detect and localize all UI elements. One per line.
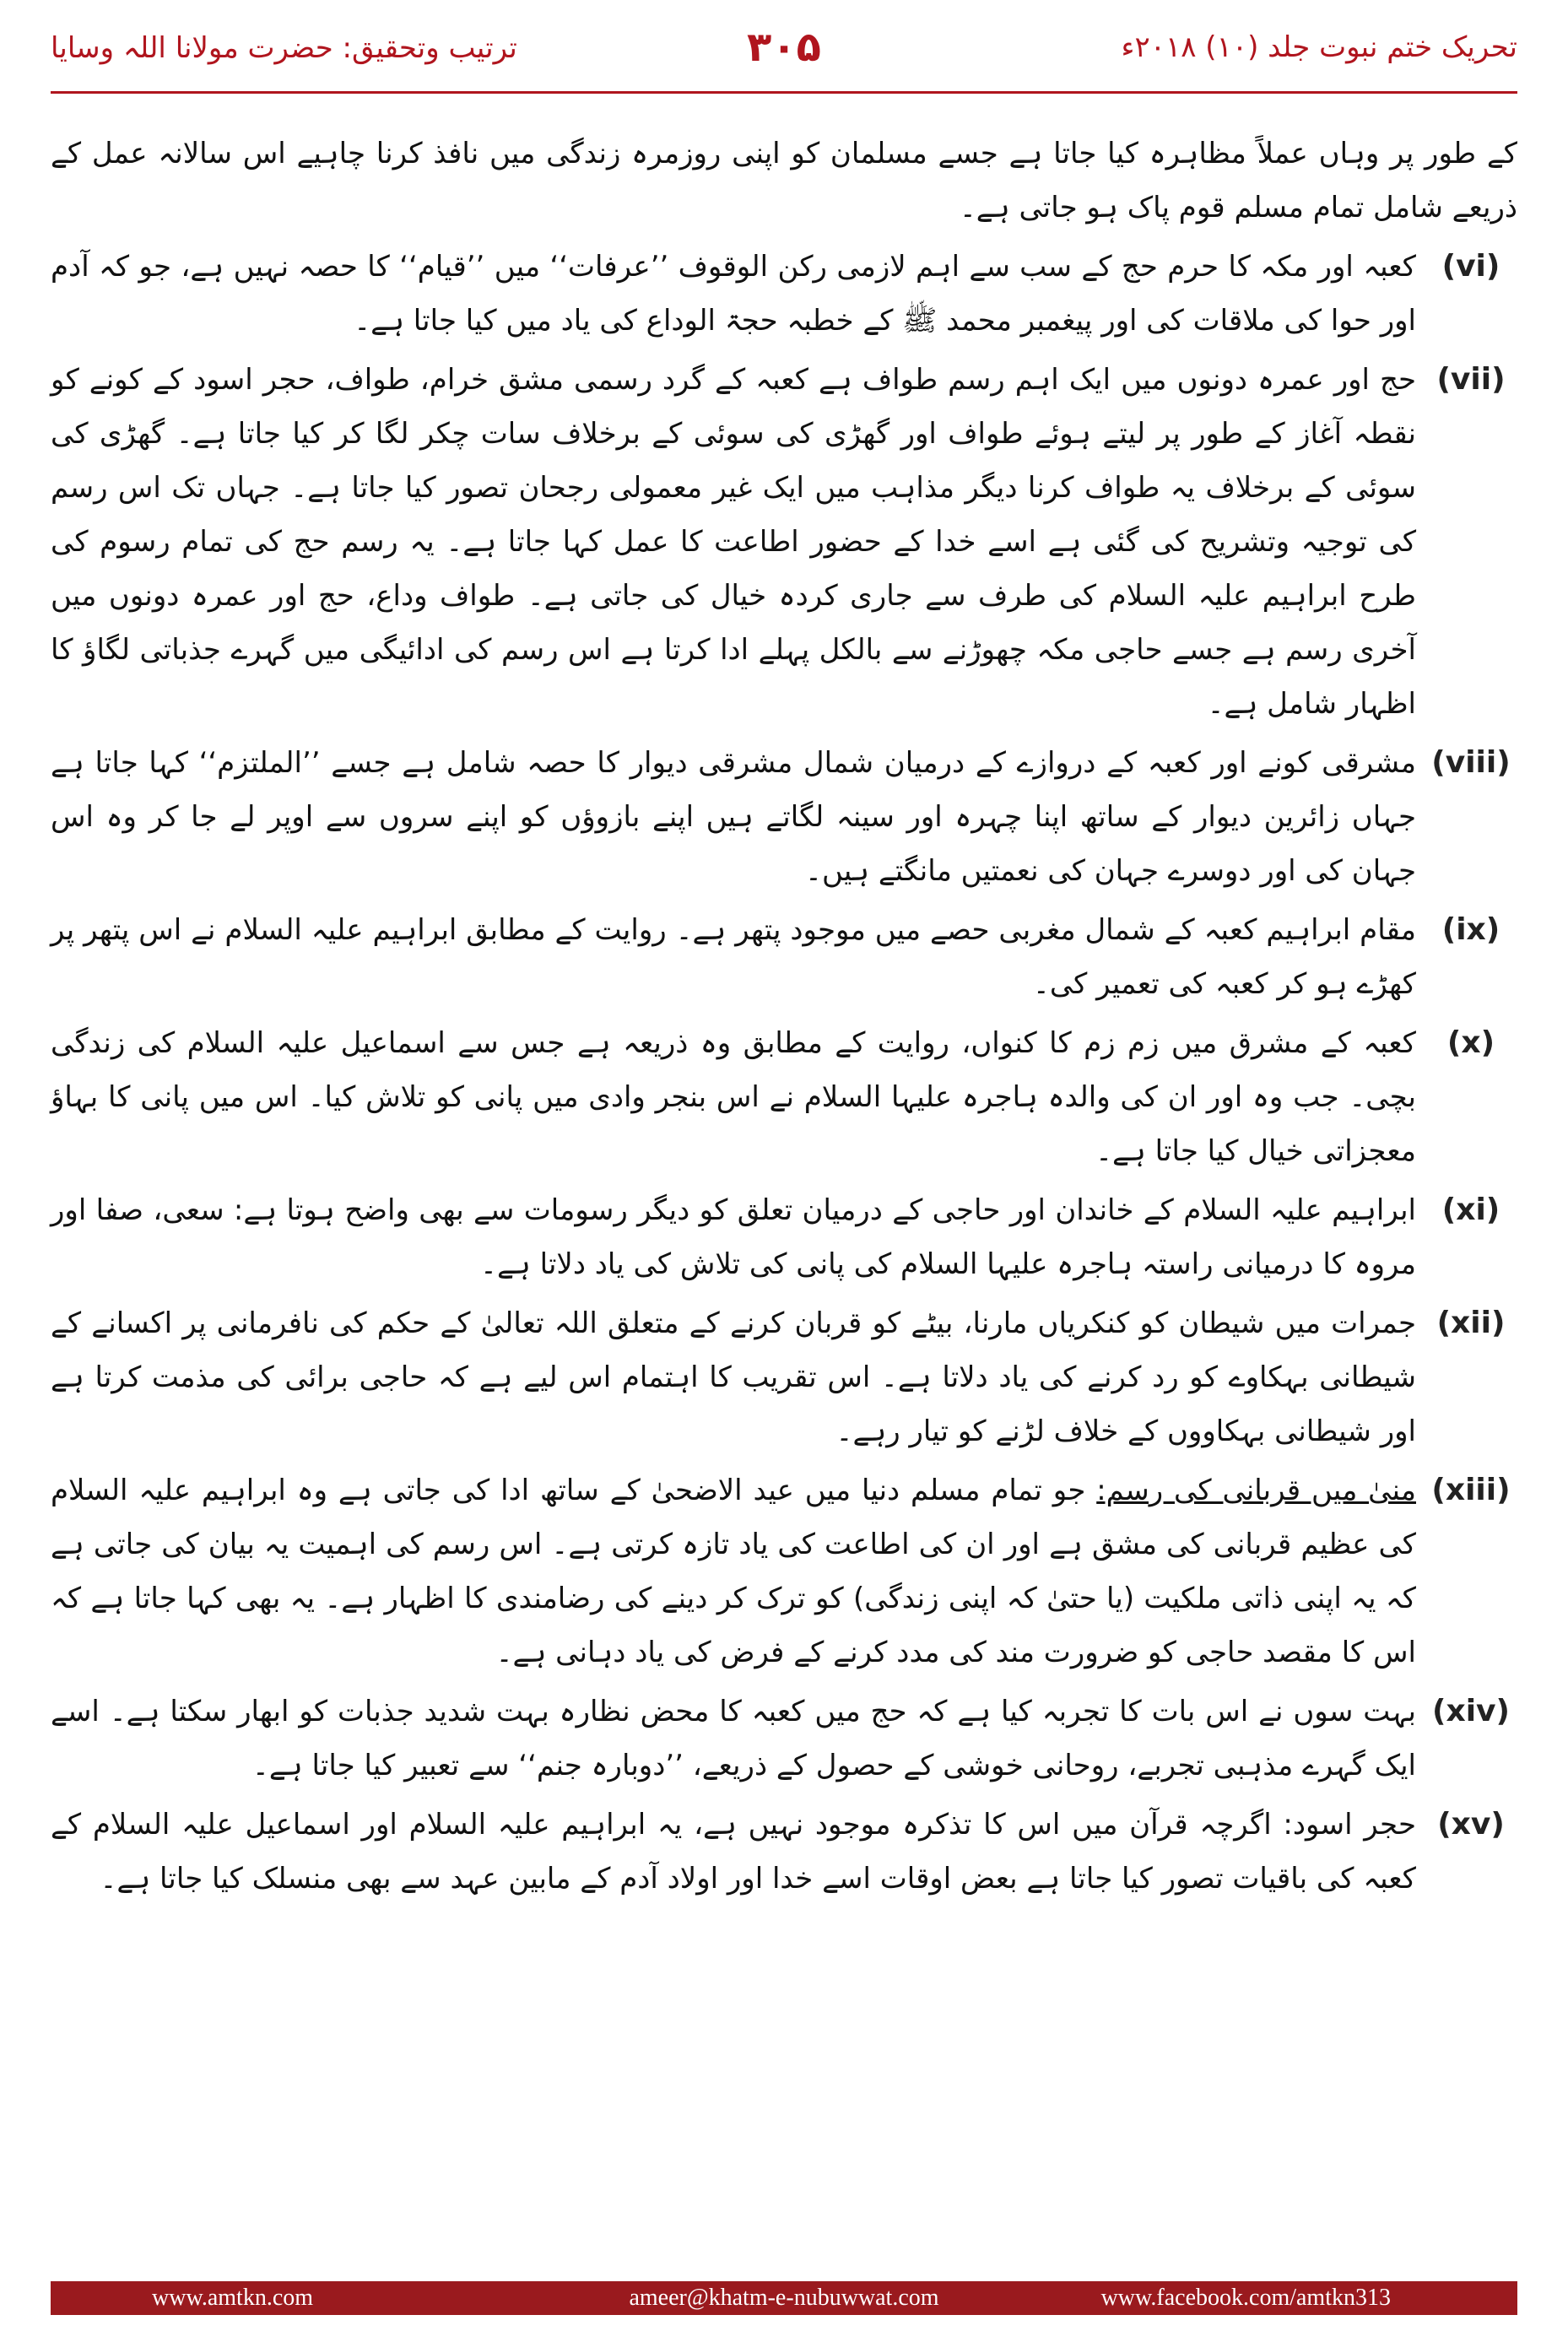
item-text xyxy=(51,1183,1416,1291)
item-number: (xiv) xyxy=(1432,1694,1510,1728)
header-divider xyxy=(51,91,1517,94)
intro-paragraph: کے طور پر وہاں عملاً مظاہرہ کیا جاتا ہے جسے مسلمان کو اپنی روزمرہ زندگی میں نافذ کرنا چاہیے اس سالانہ عمل کے ذریعے شامل تمام مسلم قوم پاک ہو جاتی ہے۔ xyxy=(51,137,1517,224)
item-number: (xv) xyxy=(1437,1807,1505,1842)
item-body: حج اور عمرہ دونوں میں ایک اہم رسم طواف ہے کعبہ کے گرد رسمی مشق خرام، طواف، حجر اسود کے کونے کو نقطہ آغاز کے طور پر لیتے ہوئے طواف اور گھڑی کی سوئی کے برخلاف سات چکر لگا کر کیا جاتا ہے۔ گھڑی کی سوئی کے برخلاف یہ طواف کرنا دیگر مذاہب میں ایک غیر معمولی رجحان تصور کیا جاتا ہے۔ جہاں تک اس رسم کی توجیہ وتشریح کی گئی ہے اسے خدا کے حضور اطاعت کا عمل کہا جاتا ہے۔ یہ رسم حج کی تمام رسوم کی طرح ابراہیم علیہ السلام کی طرف سے جاری کردہ خیال کی جاتی ہے۔ طواف وداع، حج اور عمرہ دونوں میں آخری رسم ہے جسے حاجی مکہ چھوڑنے سے بالکل پہلے ادا کرتا ہے اس رسم کی ادائیگی میں گہرے جذباتی لگاؤ کا اظہار شامل ہے۔ xyxy=(51,363,1416,721)
item-body: جو تمام مسلم دنیا میں عید الاضحیٰ کے ساتھ ادا کی جاتی ہے وہ ابراہیم علیہ السلام کی عظیم قربانی کی مشق ہے اور ان کی اطاعت کی یاد تازہ کرتی ہے۔ اس رسم کی اہمیت یہ بیان کی جاتی ہے کہ یہ اپنی ذاتی ملکیت (یا حتیٰ کہ اپنی زندگی) کو ترک کر دینے کی رضامندی کا اظہار ہے۔ یہ بھی کہا جاتا ہے کہ اس کا مقصد حاجی کو ضرورت مند کی مدد کرنے کے فرض کی یاد دہانی ہے۔ xyxy=(51,1474,1416,1669)
item-number: (x) xyxy=(1446,1025,1495,1060)
compiler-credit: ترتیب وتحقیق: حضرت مولانا اللہ وسایا xyxy=(51,31,517,65)
item-body: بہت سوں نے اس بات کا تجربہ کیا ہے کہ حج میں کعبہ کا محض نظارہ بہت شدید جذبات کو ابھار سکتا ہے۔ اسے ایک گہرے مذہبی تجربے، روحانی خوشی کے حصول کے ذریعے، ’’دوبارہ جنم‘‘ سے تعبیر کیا جاتا ہے۔ xyxy=(51,1695,1416,1782)
item-text xyxy=(51,1296,1416,1458)
item-body: کعبہ اور مکہ کا حرم حج کے سب سے اہم لازمی رکن الوقوف ’’عرفات‘‘ میں ’’قیام‘‘ کا حصہ نہیں ہے، جو کہ آدم اور حوا کی ملاقات کی اور پیغمبر محمد ﷺ کے خطبہ حجۃ الوداع کی یاد میں کیا جاتا ہے۔ xyxy=(51,250,1416,338)
item-body: مشرقی کونے اور کعبہ کے دروازے کے درمیان شمال مشرقی دیوار کا حصہ شامل ہے جسے ’’الملتزم‘‘ کہا جاتا ہے جہاں زائرین دیوار کے ساتھ اپنا چہرہ اور سینہ لگاتے ہیں اپنے بازوؤں کو اپنے سروں سے اوپر لے جا کر وہ اس جہان کی اور دوسرے جہان کی نعمتیں مانگتے ہیں۔ xyxy=(51,746,1416,888)
item-text xyxy=(51,1685,1416,1793)
footer-bar xyxy=(51,2281,1517,2315)
item-text xyxy=(51,1016,1416,1178)
list-item-x xyxy=(51,1016,1517,1178)
website-link[interactable]: www.amtkn.com xyxy=(152,2285,314,2311)
list-item-ix xyxy=(51,903,1517,1011)
page-number: ۳۰۵ xyxy=(747,24,821,71)
list-item-xii xyxy=(51,1296,1517,1458)
item-lead: منیٰ میں قربانی کی رسم: xyxy=(1096,1474,1416,1507)
item-number: (xi) xyxy=(1441,1193,1500,1227)
page-body xyxy=(51,127,1517,1911)
book-title: تحریک ختم نبوت جلد (۱۰) ۲۰۱۸ء xyxy=(1121,30,1517,64)
item-number: (ix) xyxy=(1441,912,1500,947)
page-header xyxy=(51,24,1517,83)
item-text xyxy=(51,240,1416,348)
list-item-xv xyxy=(51,1798,1517,1906)
item-text xyxy=(51,903,1416,1011)
item-number: (vii) xyxy=(1436,362,1506,397)
item-body: ابراہیم علیہ السلام کے خاندان اور حاجی کے درمیان تعلق کو دیگر رسومات سے بھی واضح ہوتا ہے: سعی، صفا اور مروہ کا درمیانی راستہ ہاجرہ علیہا السلام کی پانی کی تلاش کی یاد دلاتا ہے۔ xyxy=(51,1193,1416,1281)
item-number: (xii) xyxy=(1436,1306,1506,1340)
item-text xyxy=(51,353,1416,731)
item-text xyxy=(51,736,1416,898)
list-item-viii xyxy=(51,736,1517,898)
list-item-vii xyxy=(51,353,1517,731)
item-text xyxy=(51,1463,1416,1679)
item-number: (viii) xyxy=(1431,745,1511,780)
item-body: مقام ابراہیم کعبہ کے شمال مغربی حصے میں موجود پتھر ہے۔ روایت کے مطابق ابراہیم علیہ السلام نے اس پتھر پر کھڑے ہو کر کعبہ کی تعمیر کی۔ xyxy=(51,913,1416,1001)
item-body: جمرات میں شیطان کو کنکریاں مارنا، بیٹے کو قربان کرنے کے متعلق اللہ تعالیٰ کے حکم کی نافرمانی پر اکسانے کے شیطانی بہکاوے کو رد کرنے کی یاد دلاتا ہے۔ اس تقریب کا اہتمام اس لیے ہے کہ حاجی برائی کی مذمت کرتا ہے اور شیطانی بہکاووں کے خلاف لڑنے کو تیار رہے۔ xyxy=(51,1306,1416,1448)
list-item-xiii xyxy=(51,1463,1517,1679)
item-body: کعبہ کے مشرق میں زم زم کا کنواں، روایت کے مطابق وہ ذریعہ ہے جس سے اسماعیل علیہ السلام کی زندگی بچی۔ جب وہ اور ان کی والدہ ہاجرہ علیہا السلام نے اس بنجر وادی میں پانی کو تلاش کیا۔ اس میں پانی کا بہاؤ معجزاتی خیال کیا جاتا ہے۔ xyxy=(51,1026,1416,1168)
item-number: (vi) xyxy=(1441,249,1500,284)
facebook-link[interactable]: www.facebook.com/amtkn313 xyxy=(1100,2285,1391,2311)
list-item-xiv xyxy=(51,1685,1517,1793)
item-body: حجر اسود: اگرچہ قرآن میں اس کا تذکرہ موجود نہیں ہے، یہ ابراہیم علیہ السلام اور اسماعیل علیہ السلام کے کعبہ کی باقیات تصور کیا جاتا ہے بعض اوقات اسے خدا اور اولاد آدم کے مابین عہد سے بھی منسلک کیا جاتا ہے۔ xyxy=(51,1808,1416,1896)
list-item-vi xyxy=(51,240,1517,348)
email-link[interactable]: ameer@khatm-e-nubuwwat.com xyxy=(629,2285,939,2311)
item-text xyxy=(51,1798,1416,1906)
list-item-xi xyxy=(51,1183,1517,1291)
item-number: (xiii) xyxy=(1431,1473,1511,1507)
